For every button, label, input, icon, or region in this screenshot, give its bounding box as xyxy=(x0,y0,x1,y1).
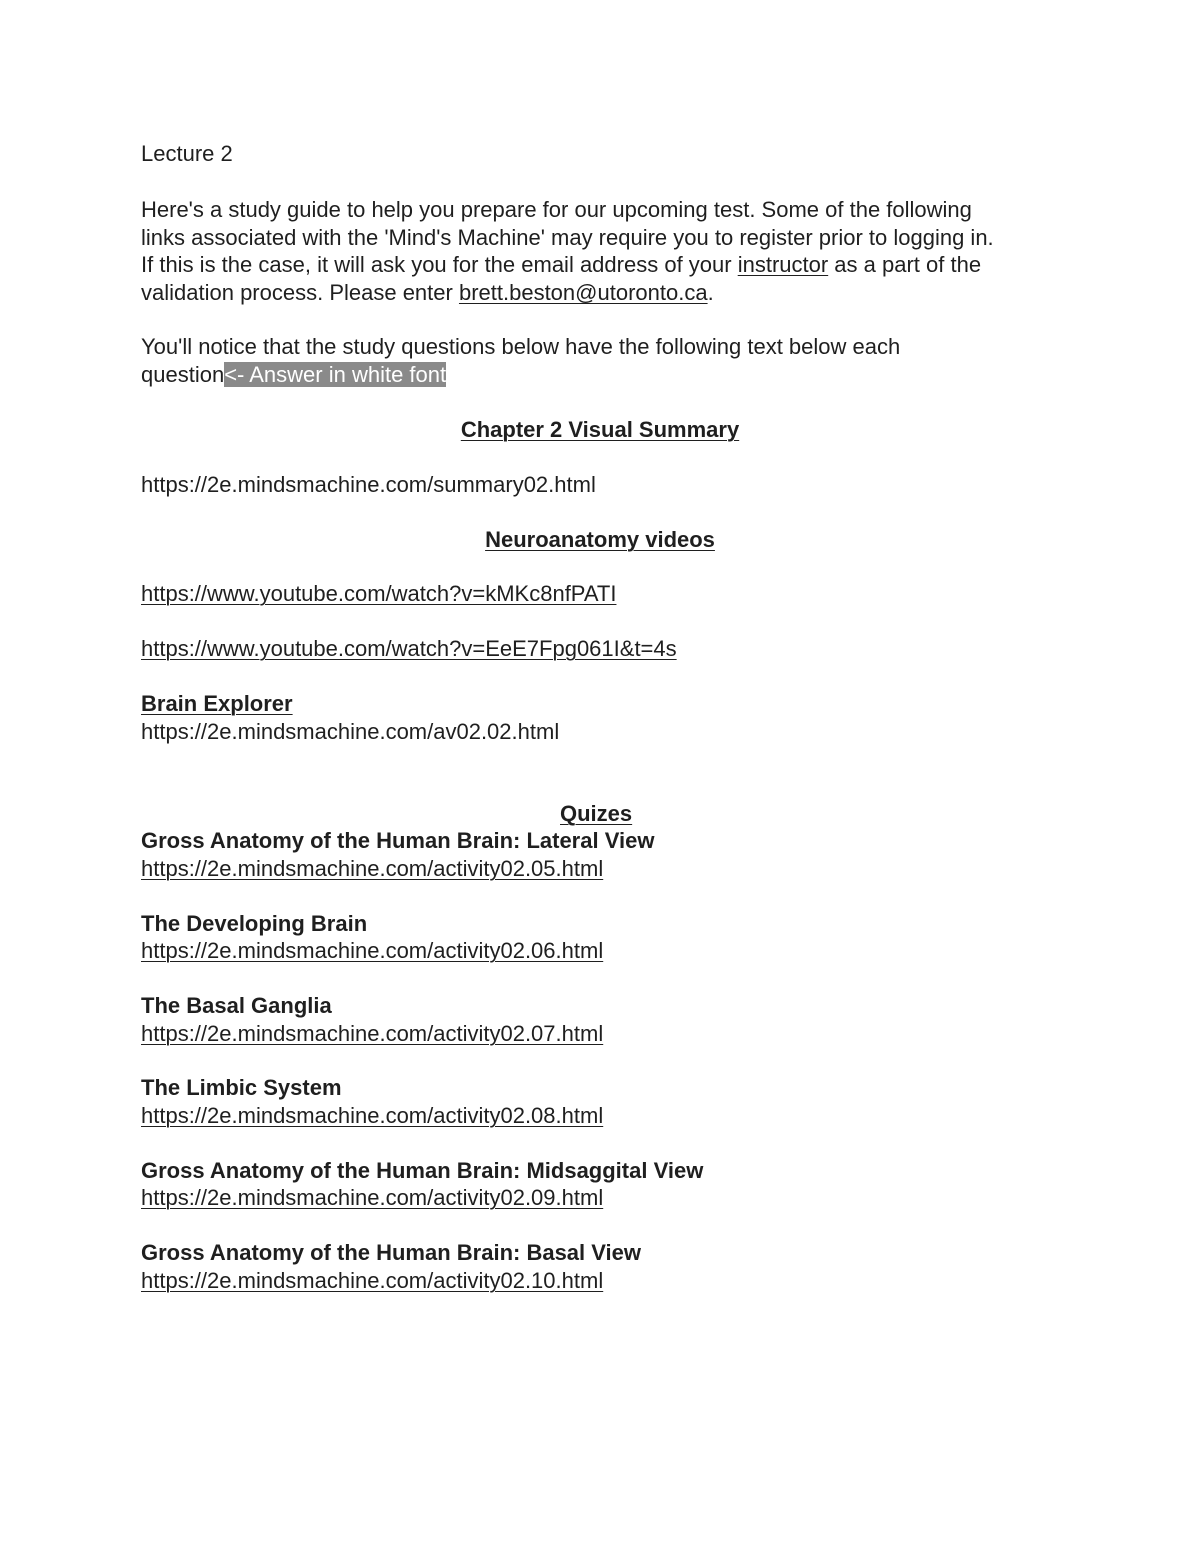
quiz-link-2 xyxy=(141,937,603,965)
lecture-title: Lecture 2 xyxy=(141,141,233,166)
quiz-title-1: Gross Anatomy of the Human Brain: Lateral View xyxy=(141,828,655,853)
intro-line-4 xyxy=(141,279,714,307)
quiz-link-4 xyxy=(141,1102,603,1130)
quiz-link-2-url[interactable]: https://2e.mindsmachine.com/activity02.06.html xyxy=(141,938,604,963)
answer-highlight: <- Answer in white font xyxy=(224,362,447,387)
intro-line-2: links associated with the 'Mind's Machine' may require you to register prior to logging in. xyxy=(141,225,994,250)
video-link-2 xyxy=(141,635,677,663)
videos-heading-text: Neuroanatomy videos xyxy=(485,527,715,552)
intro-line-3-text: If this is the case, it will ask you for the email address of your xyxy=(141,252,738,277)
brain-explorer-heading xyxy=(141,690,293,718)
intro-line-4-tail: . xyxy=(707,280,714,305)
quiz-title-5: Gross Anatomy of the Human Brain: Midsaggital View xyxy=(141,1158,704,1183)
video-link-2-url[interactable]: https://www.youtube.com/watch?v=EeE7Fpg061I&t=4s xyxy=(141,636,677,661)
notice-line-2-text: question xyxy=(141,362,225,387)
quiz-title-3: The Basal Ganglia xyxy=(141,993,332,1018)
notice-line-2 xyxy=(141,361,446,389)
video-link-1-url[interactable]: https://www.youtube.com/watch?v=kMKc8nfPATI xyxy=(141,581,617,606)
visual-summary-url: https://2e.mindsmachine.com/summary02.html xyxy=(141,472,596,497)
visual-summary-heading-text: Chapter 2 Visual Summary xyxy=(460,417,740,442)
intro-line-3-tail: as a part of the xyxy=(828,252,982,277)
quiz-link-1 xyxy=(141,855,603,883)
quiz-link-6-url[interactable]: https://2e.mindsmachine.com/activity02.10.html xyxy=(141,1268,604,1293)
quiz-link-3 xyxy=(141,1020,603,1048)
quiz-link-1-url[interactable]: https://2e.mindsmachine.com/activity02.05.html xyxy=(141,856,604,881)
quiz-title-4: The Limbic System xyxy=(141,1075,342,1100)
instructor-email-link[interactable]: brett.beston@utoronto.ca xyxy=(458,280,708,305)
brain-explorer-url: https://2e.mindsmachine.com/av02.02.html xyxy=(141,719,560,744)
notice-line-1: You'll notice that the study questions below have the following text below each xyxy=(141,334,901,359)
instructor-link[interactable]: instructor xyxy=(737,252,829,277)
quizzes-heading xyxy=(560,800,632,828)
visual-summary-heading xyxy=(0,416,1200,444)
intro-line-4-text: validation process. Please enter xyxy=(141,280,459,305)
intro-line-3 xyxy=(141,251,981,279)
brain-explorer-heading-text: Brain Explorer xyxy=(141,691,293,716)
quiz-link-6 xyxy=(141,1267,603,1295)
quiz-link-5 xyxy=(141,1184,603,1212)
quizzes-heading-text: Quizes xyxy=(560,801,633,826)
intro-line-1: Here's a study guide to help you prepare for our upcoming test. Some of the following xyxy=(141,197,972,222)
quiz-title-6: Gross Anatomy of the Human Brain: Basal View xyxy=(141,1240,642,1265)
quiz-title-2: The Developing Brain xyxy=(141,911,368,936)
quiz-link-3-url[interactable]: https://2e.mindsmachine.com/activity02.07.html xyxy=(141,1021,604,1046)
videos-heading xyxy=(0,526,1200,554)
quiz-link-5-url[interactable]: https://2e.mindsmachine.com/activity02.09.html xyxy=(141,1185,604,1210)
video-link-1 xyxy=(141,580,616,608)
quiz-link-4-url[interactable]: https://2e.mindsmachine.com/activity02.08.html xyxy=(141,1103,604,1128)
